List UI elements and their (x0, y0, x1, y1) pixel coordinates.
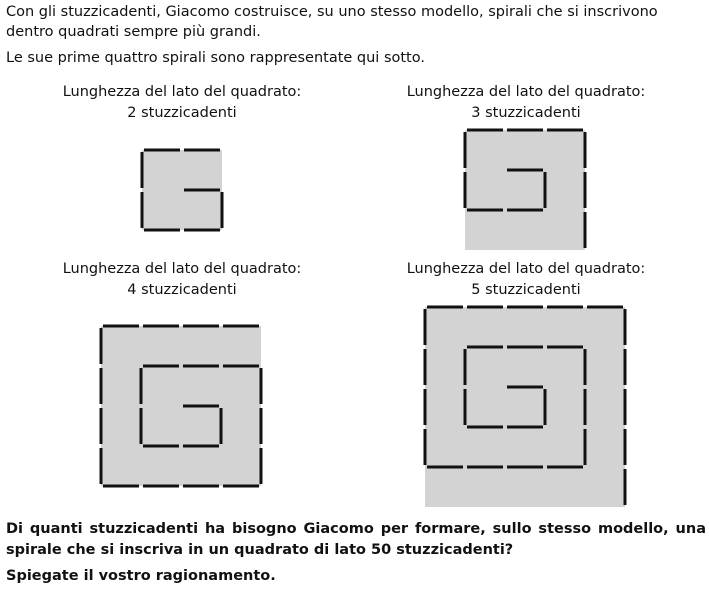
intro-subtitle: Le sue prime quattro spirali sono rappresentate qui sotto. (6, 50, 425, 66)
question-text: Di quanti stuzzicadenti ha bisogno Giacomo per formare, sullo stesso modello, una spirale che si inscriva in un quadrato di lato 50 stuzzicadenti? (6, 521, 706, 558)
intro-paragraph: Con gli stuzzicadenti, Giacomo costruisce, su uno stesso modello, spirali che si inscrivono dentro quadrati sempre più grandi. (6, 4, 658, 40)
spiral-figure-side-2 (138, 146, 228, 236)
caption-line-1: Lunghezza del lato del quadrato: (406, 261, 646, 277)
caption-spiral-5 (366, 259, 686, 301)
caption-spiral-2 (22, 82, 342, 124)
spiral-figure-side-3 (461, 126, 593, 256)
square-background (425, 307, 625, 507)
caption-line-2: 5 stuzzicadenti (471, 282, 581, 298)
caption-line-1: Lunghezza del lato del quadrato: (62, 84, 302, 100)
caption-spiral-4 (22, 259, 342, 301)
square-background (465, 130, 585, 250)
explain-instruction: Spiegate il vostro ragionamento. (6, 568, 276, 584)
spiral-figure-side-5 (421, 303, 633, 513)
caption-line-2: 3 stuzzicadenti (471, 105, 581, 121)
caption-line-1: Lunghezza del lato del quadrato: (406, 84, 646, 100)
square-background (101, 326, 261, 486)
caption-line-2: 4 stuzzicadenti (127, 282, 237, 298)
caption-line-2: 2 stuzzicadenti (127, 105, 237, 121)
caption-spiral-3 (366, 82, 686, 124)
spiral-figure-side-4 (97, 322, 269, 494)
caption-line-1: Lunghezza del lato del quadrato: (62, 261, 302, 277)
